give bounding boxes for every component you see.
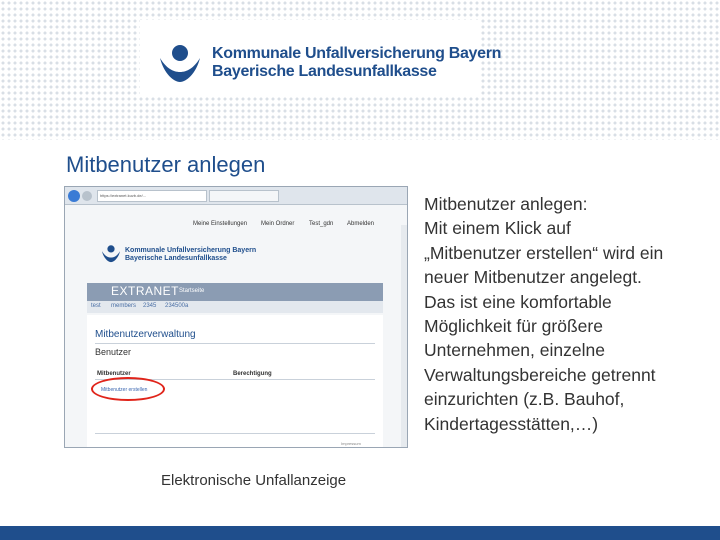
screenshot-caption: Elektronische Unfallanzeige (161, 472, 347, 489)
breadcrumb (87, 301, 383, 313)
scrollbar (401, 225, 407, 448)
slide-title: Mitbenutzer anlegen (66, 152, 266, 177)
description-text (424, 192, 714, 436)
red-highlight-ellipse (91, 377, 165, 401)
mitbenutzerverwaltung-heading: Mitbenutzerverwaltung (95, 329, 196, 340)
logo-line-2: Bayerische Landesunfallkasse (212, 63, 437, 80)
description-line: „Mitbenutzer erstellen“ wird ein (424, 242, 664, 263)
description-line: Verwaltungsbereiche getrennt (424, 364, 656, 385)
column-header-mitbenutzer: Mitbenutzer (97, 371, 131, 377)
description-line: Unternehmen, einzelne (424, 340, 605, 361)
footer-bar (0, 526, 720, 540)
description-line: einzurichten (z.B. Bauhof, (424, 389, 625, 410)
back-button-icon (68, 190, 80, 202)
description-line: Das ist eine komfortable (424, 291, 612, 312)
nav-meine-einstellungen: Meine Einstellungen (193, 221, 248, 227)
breadcrumb-item: test (91, 303, 101, 309)
description-line: Mitbenutzer anlegen: (424, 194, 588, 214)
breadcrumb-item: members (111, 303, 137, 309)
site-footer-link: Impressum (341, 441, 361, 446)
site-logo-icon (101, 243, 121, 263)
description-line: neuer Mitbenutzer angelegt. (424, 267, 642, 288)
nav-mein-ordner: Mein Ordner (261, 221, 295, 227)
embedded-browser-screenshot (64, 186, 408, 448)
browser-tab (209, 190, 279, 202)
kuvb-logo (140, 20, 502, 95)
site-logo-line-1: Kommunale Unfallversicherung Bayern (125, 247, 257, 254)
benutzer-subheading: Benutzer (95, 347, 132, 357)
breadcrumb-item: 2345 (143, 303, 157, 309)
site-top-nav (65, 205, 407, 225)
breadcrumb-item: 234500a (165, 303, 189, 309)
site-logo-line-2: Bayerische Landesunfallkasse (125, 255, 227, 262)
site-content (87, 315, 383, 448)
nav-test-gdn: Test_gdn (309, 221, 334, 227)
divider (95, 343, 375, 344)
nav-abmelden: Abmelden (347, 221, 375, 227)
column-header-berechtigung: Berechtigung (233, 371, 272, 377)
description-line: Kindertagesstätten,…) (424, 413, 599, 434)
description-line: Möglichkeit für größere (424, 316, 603, 337)
extranet-banner (87, 283, 383, 301)
description-line: Mit einem Klick auf (424, 218, 571, 239)
kuvb-logo-icon (158, 40, 202, 84)
logo-line-1: Kommunale Unfallversicherung Bayern (212, 45, 502, 62)
mitbenutzer-erstellen-link: Mitbenutzer erstellen (101, 387, 148, 393)
browser-chrome (65, 187, 407, 205)
forward-button-icon (82, 191, 92, 201)
extranet-title: EXTRANET (111, 284, 180, 298)
divider (95, 433, 375, 434)
address-bar: https://extranet.kuvb.de/... (97, 190, 207, 202)
startseite-link: Startseite (179, 288, 205, 294)
